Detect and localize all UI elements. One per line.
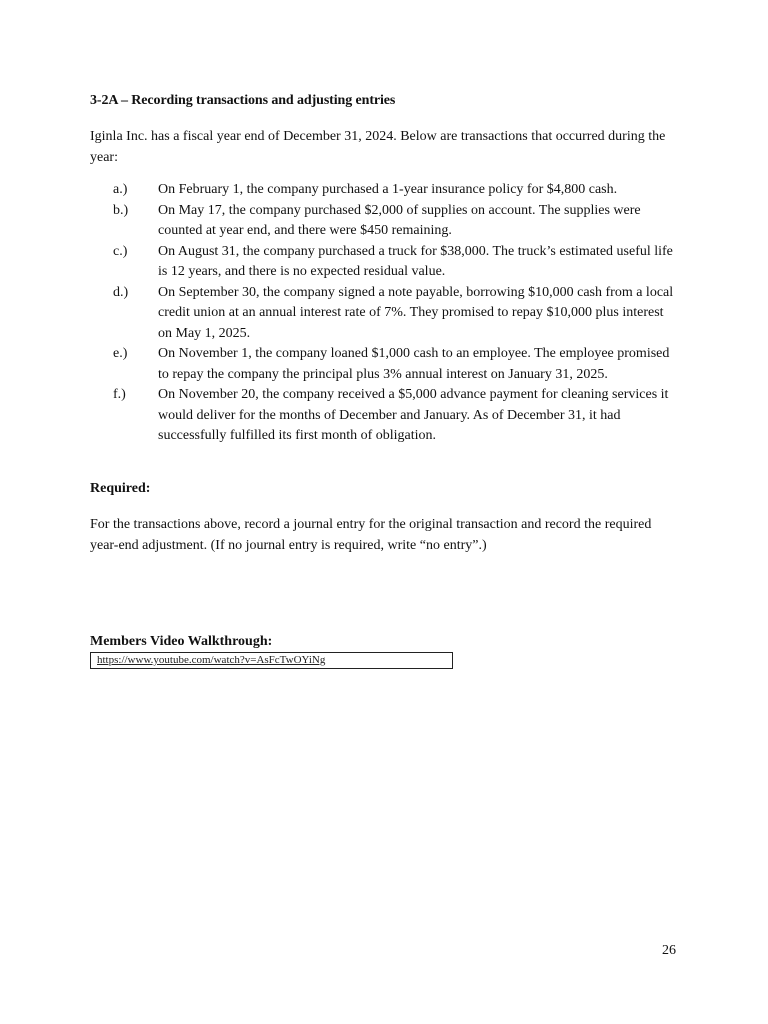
required-paragraph: For the transactions above, record a journal entry for the original transaction and record the required year-end adjustment. (If no journal entry is required, write “no entry”.)	[90, 517, 652, 553]
item-text: On August 31, the company purchased a truck for $38,000. The truck’s estimated useful life is 12 years, and there is no expected residual value.	[158, 243, 673, 279]
video-link-box	[90, 652, 453, 669]
required-heading: Required:	[90, 481, 151, 496]
item-text: On May 17, the company purchased $2,000 of supplies on account. The supplies were counted at year end, and there were $450 remaining.	[158, 202, 641, 238]
intro-paragraph: Iginla Inc. has a fiscal year end of December 31, 2024. Below are transactions that occurred during the year:	[90, 129, 666, 165]
item-label: b.)	[113, 202, 129, 218]
list-item	[90, 344, 690, 385]
transaction-list	[90, 180, 690, 447]
page-number: 26	[662, 943, 676, 958]
item-label: a.)	[113, 182, 128, 197]
list-item	[90, 385, 690, 447]
list-item	[90, 180, 690, 201]
item-text: On November 1, the company loaned $1,000 cash to an employee. The employee promised to repay the company the principal plus 3% annual interest on January 31, 2025.	[158, 346, 670, 382]
list-item	[90, 201, 690, 242]
item-label: d.)	[113, 284, 129, 300]
item-text: On September 30, the company signed a note payable, borrowing $10,000 cash from a local credit union at an annual interest rate of 7%. They promised to repay $10,000 plus interest on May 1, 2025.	[158, 284, 674, 341]
item-text: On November 20, the company received a $5,000 advance payment for cleaning services it would deliver for the months of December and January. As of December 31, it had successfully fulfilled its first month of obligation.	[158, 387, 669, 443]
item-label: e.)	[113, 346, 128, 361]
video-walkthrough-title: Members Video Walkthrough:	[90, 634, 273, 649]
item-text: On February 1, the company purchased a 1-year insurance policy for $4,800 cash.	[158, 182, 618, 197]
section-heading: 3-2A – Recording transactions and adjusting entries	[90, 93, 396, 108]
item-label: f.)	[113, 387, 126, 402]
list-item	[90, 242, 690, 283]
video-link[interactable]: https://www.youtube.com/watch?v=AsFcTwOYiNg	[97, 654, 326, 666]
list-item	[90, 283, 690, 345]
item-label: c.)	[113, 243, 128, 259]
